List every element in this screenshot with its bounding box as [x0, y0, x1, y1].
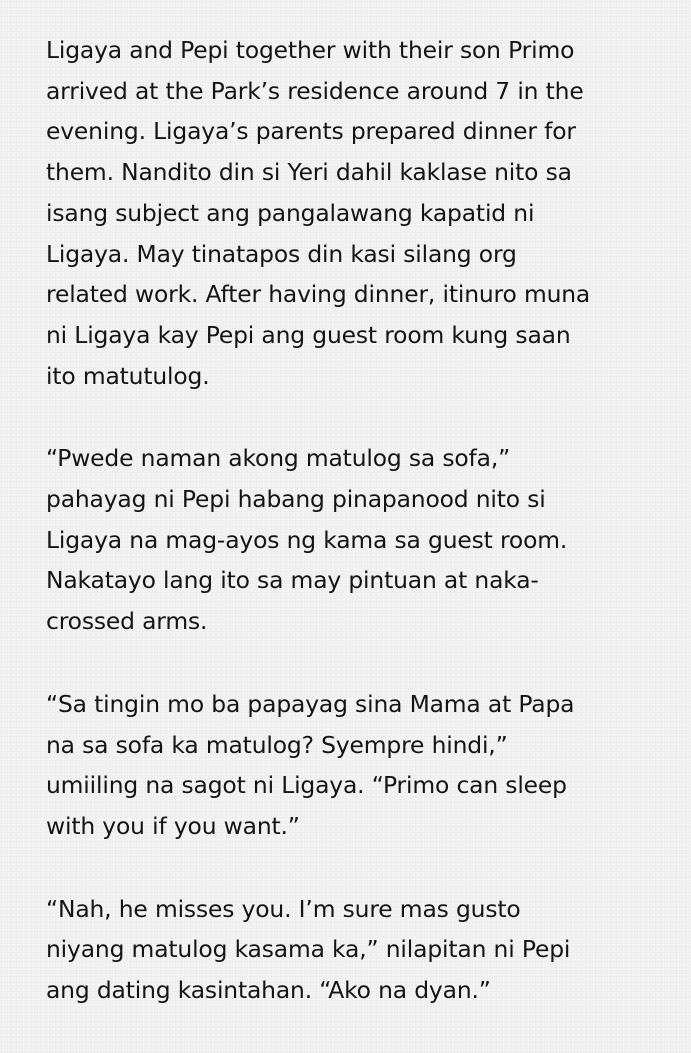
paragraph-3 — [46, 684, 671, 847]
text-line: umiiling na sagot ni Ligaya. “Primo can sleep — [46, 771, 567, 800]
text-line: ang dating kasintahan. “Ako na dyan.” — [46, 976, 491, 1005]
text-line: ni Ligaya kay Pepi ang guest room kung saan — [46, 320, 571, 349]
text-line: “Sa tingin mo ba papayag sina Mama at Papa — [46, 689, 575, 718]
paragraph-1 — [46, 30, 671, 396]
text-line: na sa sofa ka matulog? Syempre hindi,” — [46, 730, 508, 759]
text-line: “Nah, he misses you. I’m sure mas gusto — [46, 894, 521, 923]
paragraph-2 — [46, 438, 671, 642]
text-line: Ligaya and Pepi together with their son Primo — [46, 36, 575, 64]
text-line: “Pwede naman akong matulog sa sofa,” — [46, 444, 511, 473]
text-line: Nakatayo lang ito sa may pintuan at naka- — [46, 566, 539, 595]
text-line: with you if you want.” — [46, 811, 300, 840]
text-line: arrived at the Park’s residence around 7 in the — [46, 76, 584, 105]
text-line: Ligaya na mag-ayos ng kama sa guest room. — [46, 525, 568, 554]
text-line: them. Nandito din si Yeri dahil kaklase nito sa — [46, 158, 572, 187]
text-line: niyang matulog kasama ka,” nilapitan ni Pepi — [46, 935, 571, 964]
text-line: crossed arms. — [46, 607, 208, 636]
paragraph-4 — [46, 889, 671, 1011]
text-line: evening. Ligaya’s parents prepared dinner for — [46, 117, 576, 146]
text-line: Ligaya. May tinatapos din kasi silang org — [46, 239, 517, 268]
text-line: pahayag ni Pepi habang pinapanood nito si — [46, 485, 546, 514]
text-line: isang subject ang pangalawang kapatid ni — [46, 198, 535, 227]
text-line: ito matutulog. — [46, 361, 210, 390]
story-text-page — [46, 30, 671, 1053]
text-line: related work. After having dinner, itinuro muna — [46, 280, 591, 309]
